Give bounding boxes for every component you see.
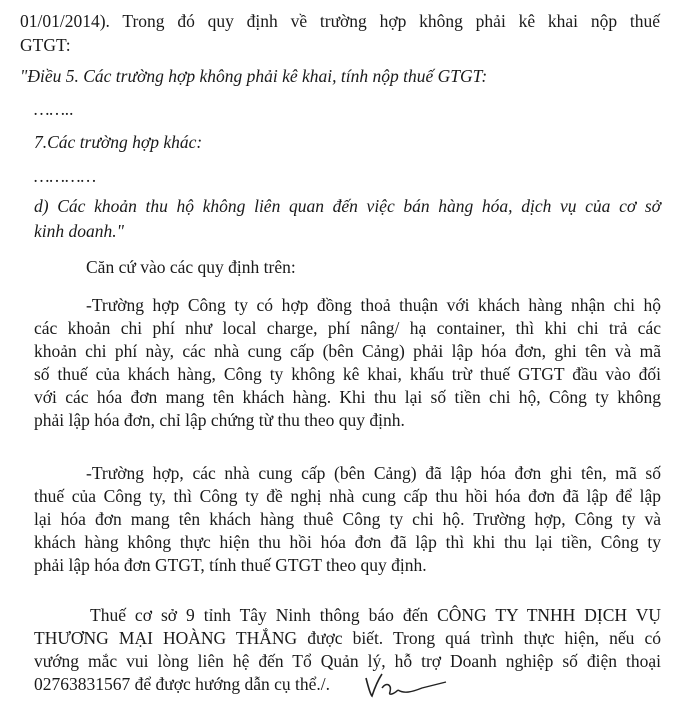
p1-line-1: -Trường hợp Công ty có hợp đồng thoả thuận với khách hàng nhận chi hộ [86,295,661,315]
quote-item-d-text: d) Các khoản thu hộ không liên quan đến việc bán hàng hóa, dịch vụ của cơ sở [34,196,661,216]
p1-line-6: phải lập hóa đơn, chỉ lập chứng từ thu theo quy định. [34,410,405,430]
paragraph-3 [34,604,661,696]
paragraph-2 [34,462,661,577]
p3-line-3: vướng mắc vui lòng liên hệ đến Tổ Quản lý, hỗ trợ Doanh nghiệp số điện thoại [34,651,661,671]
quote-heading: "Điều 5. Các trường hợp không phải kê khai, tính nộp thuế GTGT: [20,66,488,86]
basis-line: Căn cứ vào các quy định trên: [86,257,296,277]
intro-line-2: GTGT: [20,35,71,55]
p3-line-2: THƯƠNG MẠI HOÀNG THẮNG được biết. Trong quá trình thực hiện, nếu có [34,628,661,648]
p3-line-1: Thuế cơ sở 9 tỉnh Tây Ninh thông báo đến CÔNG TY TNHH DỊCH VỤ [90,605,661,625]
paragraph-1 [34,294,661,432]
ellipsis-1: …….. [34,99,74,119]
quote-item-d [34,195,661,218]
ellipsis-2: ………… [34,166,97,186]
p1-line-4: số thuế của khách hàng, Công ty không kê khai, khấu trừ thuế GTGT đầu vào đối [34,364,661,384]
p3-line-4: 02763831567 để được hướng dẫn cụ thể./. [34,674,331,694]
quote-item-d-cont: kinh doanh." [34,221,124,241]
quote-item-7: 7.Các trường hợp khác: [34,132,203,152]
p1-line-3: khoản chi phí này, các nhà cung cấp (bên Cảng) phải lập hóa đơn, ghi tên và mã [34,341,661,361]
p2-line-2: thuế của Công ty, thì Công ty đề nghị nhà cung cấp thu hồi hóa đơn đã lập để lập [34,486,661,506]
handwritten-initials-signature [360,668,450,702]
p1-line-2: các khoản chi phí như local charge, phí nâng/ hạ container, thì khi chi trả các [34,318,661,338]
intro-line-1 [20,10,660,33]
p2-line-3: lại hóa đơn mang tên khách hàng thuê Công ty chi hộ. Trường hợp, Công ty và [34,509,661,529]
p2-line-4: khách hàng không thực hiện thu hồi hóa đơn đã lập thì khi thu lại tiền, Công ty [34,532,661,552]
p1-line-5: với các hóa đơn mang tên khách hàng. Khi thu lại số tiền chi hộ, Công ty không [34,387,661,407]
p2-line-1: -Trường hợp, các nhà cung cấp (bên Cảng) đã lập hóa đơn ghi tên, mã số [86,463,661,483]
intro-text-1: 01/01/2014). Trong đó quy định về trường hợp không phải kê khai nộp thuế [20,11,660,31]
p2-line-5: phải lập hóa đơn GTGT, tính thuế GTGT theo quy định. [34,555,427,575]
